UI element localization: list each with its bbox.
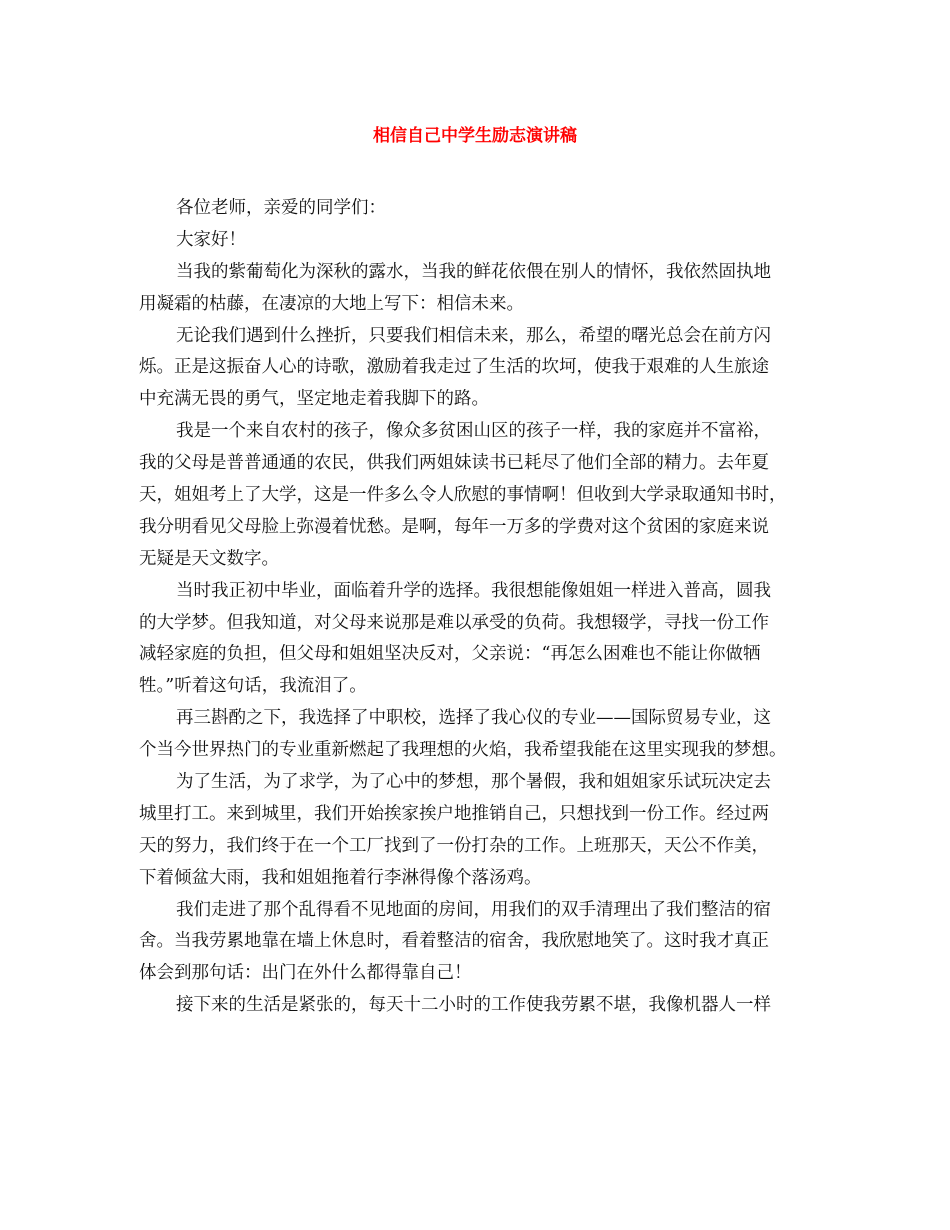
paragraph-line: 城里打工。来到城里，我们开始挨家挨户地推销自己，只想找到一份工作。经过两 bbox=[139, 803, 769, 824]
paragraph-line: 天的努力，我们终于在一个工厂找到了一份打杂的工作。上班那天，天公不作美， bbox=[139, 835, 769, 856]
paragraph-line: 无论我们遇到什么挫折，只要我们相信未来，那么，希望的曙光总会在前方闪 bbox=[176, 325, 771, 346]
paragraph-line: 接下来的生活是紧张的，每天十二小时的工作使我劳累不堪，我像机器人一样 bbox=[176, 995, 771, 1016]
paragraph-line: 体会到那句话：出门在外什么都得靠自己！ bbox=[139, 963, 472, 984]
paragraph-line: 当我的紫葡萄化为深秋的露水，当我的鲜花依偎在别人的情怀，我依然固执地 bbox=[176, 261, 771, 282]
paragraph-line: 舍。当我劳累地靠在墙上休息时，看着整洁的宿舍，我欣慰地笑了。这时我才真正 bbox=[139, 931, 769, 952]
salutation-line: 各位老师，亲爱的同学们： bbox=[176, 198, 386, 218]
document-body bbox=[139, 193, 829, 1022]
paragraph-line: 当时我正初中毕业，面临着升学的选择。我很想能像姐姐一样进入普高，圆我 bbox=[176, 580, 771, 601]
document-title: 相信自己中学生励志演讲稿 bbox=[373, 126, 577, 146]
paragraph-line: 的大学梦。但我知道，对父母来说那是难以承受的负荷。我想辍学，寻找一份工作 bbox=[139, 612, 769, 633]
paragraph-line: 减轻家庭的负担，但父母和姐姐坚决反对，父亲说：“再怎么困难也不能让你做牺 bbox=[139, 644, 761, 665]
paragraph-line: 我是一个来自农村的孩子，像众多贫困山区的孩子一样，我的家庭并不富裕， bbox=[176, 421, 771, 442]
paragraph-line: 用凝霜的枯藤，在凄凉的大地上写下：相信未来。 bbox=[139, 293, 524, 314]
paragraph-line: 我们走进了那个乱得看不见地面的房间，用我们的双手清理出了我们整洁的宿 bbox=[176, 899, 771, 920]
paragraph-line: 烁。正是这振奋人心的诗歌，激励着我走过了生活的坎坷，使我于艰难的人生旅途 bbox=[139, 357, 769, 378]
paragraph-line: 天，姐姐考上了大学，这是一件多么令人欣慰的事情啊！但收到大学录取通知书时， bbox=[139, 485, 787, 506]
greeting-line: 大家好！ bbox=[176, 229, 246, 250]
paragraph-line: 再三斟酌之下，我选择了中职校，选择了我心仪的专业——国际贸易专业，这 bbox=[176, 708, 771, 729]
paragraph-line: 无疑是天文数字。 bbox=[139, 548, 279, 569]
paragraph-line: 个当今世界热门的专业重新燃起了我理想的火焰，我希望我能在这里实现我的梦想。 bbox=[139, 740, 787, 761]
paragraph-line: 下着倾盆大雨，我和姐姐拖着行李淋得像个落汤鸡。 bbox=[139, 867, 542, 888]
paragraph-line: 牲。”听着这句话，我流泪了。 bbox=[139, 676, 367, 697]
paragraph-line: 我的父母是普普通通的农民，供我们两姐妹读书已耗尽了他们全部的精力。去年夏 bbox=[139, 453, 769, 474]
paragraph-line: 我分明看见父母脸上弥漫着忧愁。是啊，每年一万多的学费对这个贫困的家庭来说 bbox=[139, 516, 769, 537]
paragraph-line: 中充满无畏的勇气，坚定地走着我脚下的路。 bbox=[139, 389, 489, 410]
paragraph-line: 为了生活，为了求学，为了心中的梦想，那个暑假，我和姐姐家乐试玩决定去 bbox=[176, 772, 771, 793]
